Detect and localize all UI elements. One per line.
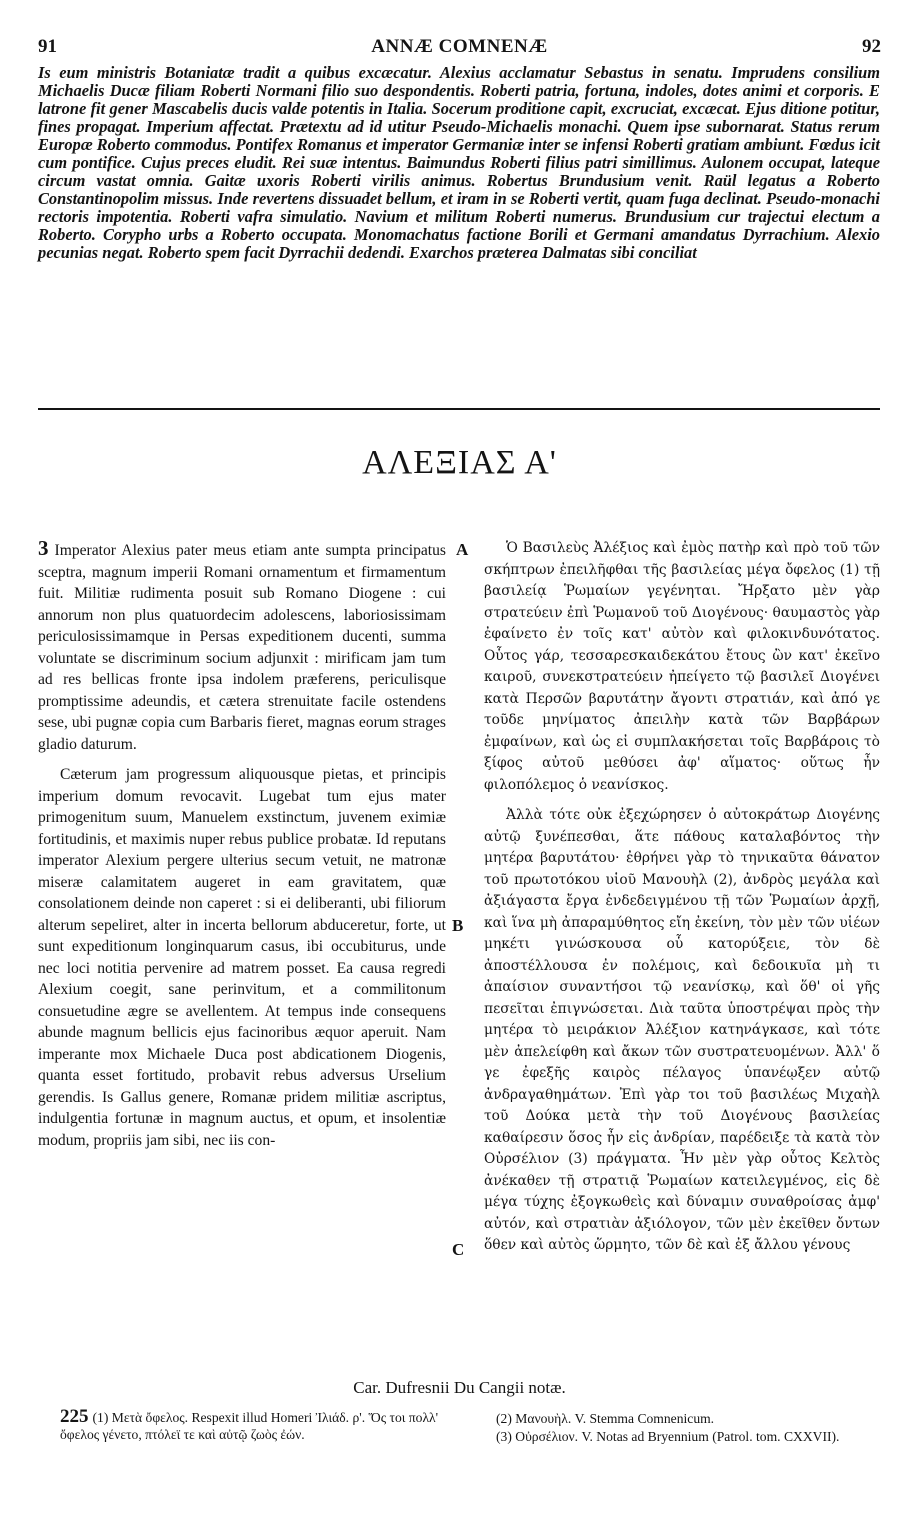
- greek-paragraph-2: Ἀλλὰ τότε οὐκ ἐξεχώρησεν ὁ αὐτοκράτωρ Διογένης αὐτῷ ξυνέπεσθαι, ἅτε πάθους καταλαβόντος τὴν μητέρα βαρυτάτου· ἐθρήνει γὰρ τὸ τηνικαῦτα θάνατον τοῦ πρωτοτόκου υἱοῦ Μανουὴλ (2), ἀνδρὸς μεγάλα καὶ ἀξιάγαστα ἔργα ἐνδεδειγμένου τῇ τῶν Ῥωμαίων ἀρχῇ, καὶ ἵνα μὴ ἀπαραμύθητος εἴη ἐκείνη, τὸν μὲν τῶν υἱέων μηκέτι γινώσκουσα οὗ κατορύξειε, τὸν δὲ ἀποστέλλουσα ἐν πολέμοις, καὶ δεδοικυῖα μὴ τι ἀπαίσιον συναντήσοι τῷ νεανίσκῳ, καὶ ὅθ' οἱ γῆς πεσεῖται ἐπιγνώσεται. Διὰ ταῦτα ὑποστρέψαι πρὸς τὴν μητέρα τὸ μειράκιον Ἀλέξιον κατηνάγκασε, καὶ τότε μὲν ἀπελείφθη καὶ ἄκων τῶν συστρατευομένων. Ἀλλ' ὅ γε ἐφεξῆς καιρὸς πέλαγος ὑπανέῳξεν αὐτῷ ἀνδραγαθημάτων. Ἐπὶ γὰρ τοι τοῦ βασιλέως Μιχαὴλ τοῦ Δούκα μετὰ τὴν τοῦ Διογένους βασιλείας καθαίρεσιν ὅσος ἦν εἰς ἀνδρίαν, παρέδειξε τὰ κατὰ τὸν Οὐρσέλιον (3) πράγματα. Ἦν μὲν γὰρ οὗτος Κελτὸς ἀνέκαθεν τῇ στρατιᾷ Ῥωμαίων κατειλεγμένος, εἰς δὲ μέγα τύχης ἐξογκωθεὶς καὶ δύναμιν συναθροίσας ἀμφ' αὐτόν, καὶ στρατιὰν ἀξιόλογον, τῶν μὲν ἐκεῖθεν ὄντων ὅθεν καὶ αὐτὸς ὥρμητο, τῶν δὲ καὶ ἐξ ἄλλου γένους: [484, 807, 880, 1253]
- column-number: 225: [60, 1406, 89, 1427]
- footnote-1-text: (1) Μετὰ ὄφελος. Respexit illud Homeri Ἰλιάδ. ρ'. Ὅς τοι πολλ' ὄφελος γένετο, πτόλεϊ τε καὶ αὐτῷ ζωὸς ἐών.: [60, 1410, 439, 1442]
- footnote-2: (2) Μανουὴλ. V. Stemma Comnenicum.: [496, 1411, 715, 1426]
- greek-column: [484, 538, 880, 1266]
- page-number-right: 92: [862, 36, 881, 57]
- latin-paragraph-2: Cæterum jam progressum aliquousque pietas, et principis imperium domum revocavit. Lugebat tum ejus mater primogenitum suum, Manuelem exstinctum, juvenem eximiæ fortitudinis, et maximis nuper rebus publice probatæ. Id reputans imperator Alexium pergere ulterius secum vetuit, ne matronæ miseræ calamitatem augeret in eam gravitatem, quæ consolationem deinde non caperet : si ei deliberanti, ubi filiorum alterum sepeliret, alter in incerta bellorum abduceretur, forte, ut sunt expeditionum longinquarum casus, ibi occubiturus, unde nec loci notitia pervenire ad matrem posset. Ea causa regredi Alexium coegit, sane perinvitum, et a commilitonum consuetudine ægre se avellentem. At tempus inde consequens abunde magnum bellicis ejus facinoribus æquor aperuit. Nam imperante mox Michaele Duca post abdicationem Diogenis, quanta esset fortitudo, probavit rebus adversus Urselium gerendis. Is Gallus genere, Romanæ pridem militiæ ascriptus, indulgentia fortunæ in magnum auctus, et opum, et insolentiæ modum, propriis jam sibi, nec iis con-: [38, 766, 446, 1149]
- running-title: ANNÆ COMNENÆ: [371, 36, 548, 57]
- page-number-left: 91: [38, 36, 57, 57]
- latin-paragraph-1-text: Imperator Alexius pater meus etiam ante sumpta principatus sceptra, magnum imperii Romani ornamentum et firmamentum fuit. Militiæ rudimenta posuit sub Romano Diogene : cui annorum non plus quatuordecim adolescens, laboriosissimam periculosissimamque in Persas expeditionem ducenti, summa voluntate se discriminum socium adjunxit : mirificam jam tum ad res bellicas fronte ipsa indolem præferens, periculisque promptissime adeundis, et cætera strenuitate facile ostendens sese, ubi pugnæ copia cum Barbaris fieret, magnas eorum strages gladio daturum.: [38, 542, 446, 753]
- greek-paragraph-1: Ὁ Βασιλεὺς Ἀλέξιος καὶ ἐμὸς πατὴρ καὶ πρὸ τοῦ τῶν σκήπτρων ἐπειλῆφθαι τῆς βασιλείας μέγα ὄφελος (1) τῇ βασιλείᾳ Ῥωμαίων γεγένηται. Ἤρξατο μὲν γὰρ στρατεύειν ἐπὶ Ῥωμανοῦ τοῦ Διογένους· θαυμαστὸς γὰρ ἐφαίνετο ἐν τοῖς κατ' αὐτὸν καὶ φιλοκινδυνότατος. Οὗτος γάρ, τεσσαρεσκαιδεκάτου ἔτους ὢν κατ' ἐκεῖνο καιροῦ, συνεκστρατεύειν ἠπείγετο τῷ βασιλεῖ Διογένει κατὰ Περσῶν βαρυτάτην ἄγοντι στρατιάν, καὶ ἀπό γε τοῦδε μηνίματος ἀπειλὴν κατὰ τῶν Βαρβάρων ἐμφαίνων, καὶ ὡς εἰ συμπλακήσεται τοῖς Βαρβάροις τὸ ξίφος αὐτοῦ μεθύσει ἀφ' αἵματος· οὕτως ἦν φιλοπόλεμος ὁ νεανίσκος.: [484, 540, 880, 793]
- latin-paragraph-1: [38, 538, 446, 755]
- margin-mark-b: B: [452, 916, 464, 935]
- footnote-3: (3) Οὐρσέλιον. V. Notas ad Bryennium (Patrol. tom. CXXVII).: [496, 1429, 840, 1444]
- book-title: ΑΛΕΞΙΑΣ Α': [362, 444, 557, 481]
- margin-mark-a: A: [456, 540, 469, 559]
- chapter-summary: Is eum ministris Botaniatæ tradit a quibus excæcatur. Alexius acclamatur Sebastus in senatu. Imprudens consilium Michaelis Ducæ filiam Roberti Normani filio suo despondentis. Roberti patria, fortuna, indoles, dotes animi et corporis. E latrone fit gener Mascabelis ducis valde potentis in Italia. Socerum proditione capit, excruciat, excæcat. Ejus ditione potitur, fines propagat. Imperium affectat. Prætextu ad id utitur Pseudo-Michaelis monachi. Quem ipse subornarat. Status rerum Europæ Roberto commodus. Pontifex Romanus et imperator Germaniæ inter se infensi Roberti gratiam ambiunt. Fœdus icit cum pontifice. Cujus preces eludit. Rei suæ intentus. Baimundus Roberti filius patri simillimus. Aulonem occupat, lateque circum vastat omnia. Gaitæ uxoris Roberti virilis animus. Robertus Brundusium venit. Raül legatus a Roberto Constantinopolim missus. Inde revertens dissuadet bellum, et iram in se Roberti vertit, quam fuga declinat. Pseudo-monachi rectoris impotentia. Roberti vafra simulatio. Navium et militum Roberti numerus. Brundusium cur trajectui electum a Roberto. Corypho urbs a Roberto occupata. Monomachatus factione Borili et Germani amandatus Dyrrachium. Alexio pecunias negat. Roberto spem facit Dyrrachii dedendi. Exarchos præterea Dalmatas sibi conciliat: [38, 63, 880, 262]
- margin-mark-c: C: [452, 1240, 465, 1259]
- horizontal-rule: [38, 408, 880, 410]
- notes-heading: Car. Dufresnii Du Cangii notæ.: [353, 1378, 566, 1397]
- latin-column: [38, 538, 446, 1160]
- chapter-number: 3: [38, 536, 49, 560]
- footnote-1: [60, 1408, 452, 1443]
